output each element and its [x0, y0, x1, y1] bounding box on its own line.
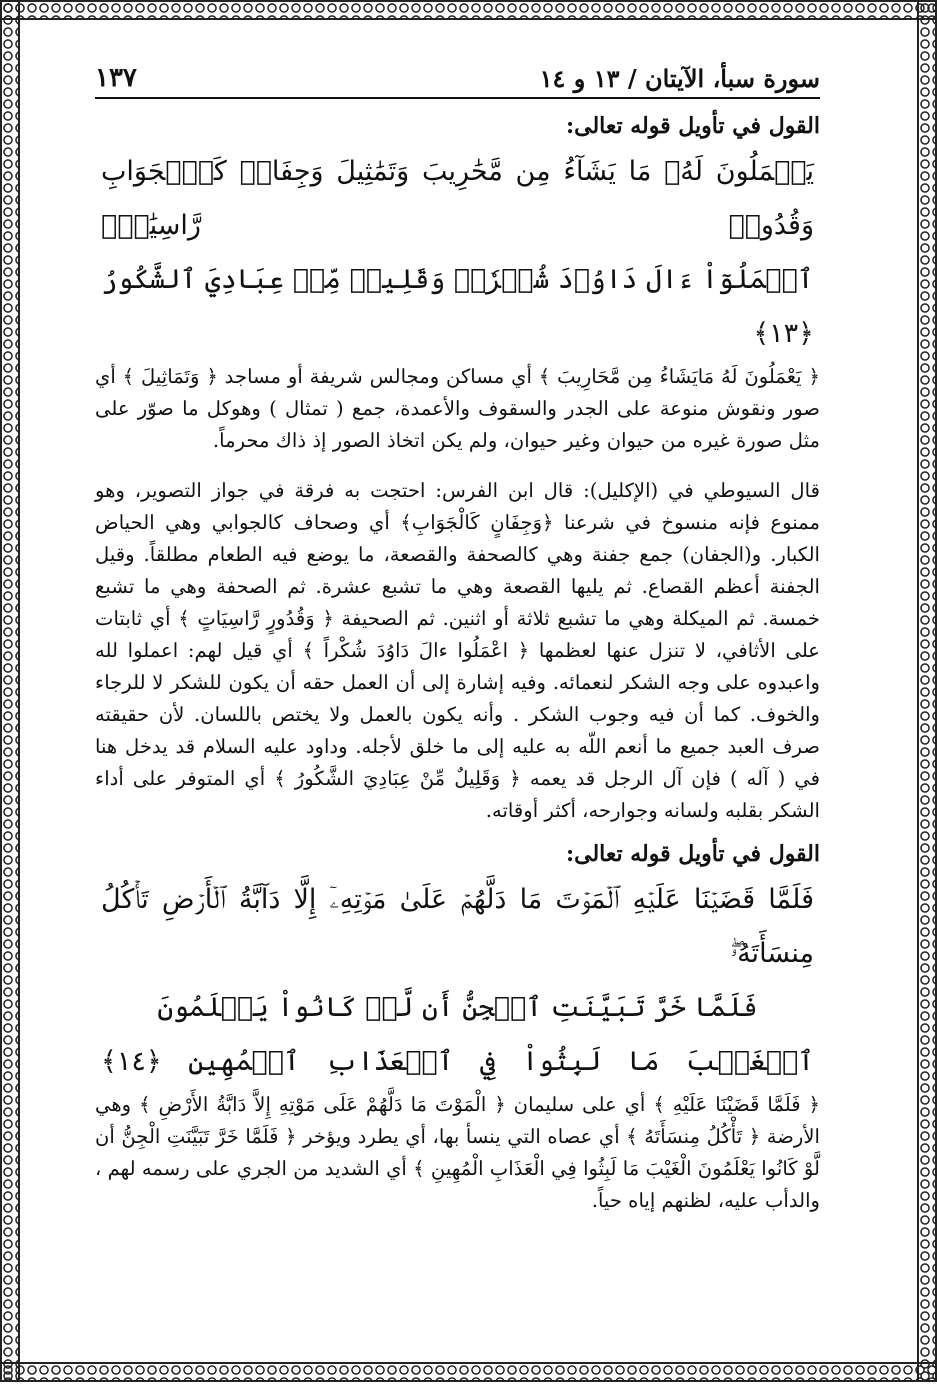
verse-line: فَلَمَّا خَرَّ تَبَيَّنَتِ ٱلۡجِنُّ أَن لَّوۡ كَانُواْ يَعۡلَمُونَ ٱلۡغَيۡبَ مَا لَبِثُواْ فِي ٱلۡعَذَابِ ٱلۡمُهِينِ ﴿١٤﴾ — [101, 992, 814, 1077]
page-number: ١٣٧ — [95, 63, 137, 93]
commentary-paragraph: ﴿ فَلَمَّا قَضَيْنَا عَلَيْهِ ﴾ أي على سليمان ﴿ الْمَوْتَ مَا دَلَّهُمْ عَلَى مَوْتِهِ إِلاَّ دَابَّةُ الأَرْضِ ﴾ وهي الأرضة ﴿ تَأْكُلُ مِنسَأَتَهُ ﴾ أي عصاه التي ينسأ بها، أي يطرد ويؤخر ﴿ فَلَمَّا خَرَّ تَبَيَّنَتِ الْجِنُّ أن لَّوْ كَانُوا يَعْلَمُونَ الْغَيْبَ مَا لَبِثُوا فِي الْعَذَابِ الْمُهِينِ ﴾ أي الشديد من الجري على رسمه لهم ، والدأب عليه، لظنهم إياه حياً. — [95, 1093, 820, 1212]
page-content — [95, 55, 820, 1217]
commentary-paragraph: قال السيوطي في (الإكليل): قال ابن الفرس: احتجت به فرقة في جواز التصوير، وهو ممنوع فإنه منسوخ في شرعنا ﴿وَجِفَانٍ كَالْجَوَابِ﴾ أي وصحاف كالجوابي وهي الحياض الكبار. و(الجفان) جمع جفنة وهي كالصحفة والقصعة، ما يوضع فيه الطعام مطلقاً. وقيل الجفنة أعظم القصاع. ثم يليها القصعة وهي ما تشبع عشرة. ثم الصحفة وهي ما تشبع خمسة. ثم الميكلة وهي ما تشبع ثلاثة أو اثنين. ثم الصحيفة ﴿ وَقُدُورٍ رَّاسِيَاتٍ ﴾ أي ثابتات على الأثافي، لا تنزل عنها لعظمها ﴿ اعْمَلُوا ءالَ دَاوُدَ شُكْراً ﴾ أي قيل لهم: اعملوا لله واعبدوه على وجه الشكر لنعمائه. وفيه إشارة إلى أن العمل حقه أن يكون للشكر لا للرجاء والخوف. كما أن فيه وجوب الشكر . وأنه يكون بالعمل ولا يختص باللسان. لأن حقيقته صرف العبد جميع ما أنعم اللّه به عليه إلى ما خلق لأجله. وداود عليه السلام قد يدخل هنا في ( آله ) فإن آل الرجل قد يعمه ﴿ وَقَلِيلٌ مِّنْ عِبَادِيَ الشَّكُورُ ﴾ أي المتوفر على أداء الشكر بقلبه ولسانه وجوارحه، أكثر أوقاته. — [95, 479, 820, 822]
page-header — [95, 55, 820, 99]
section-heading: القول في تأويل قوله تعالى: — [566, 113, 820, 139]
section-heading: القول في تأويل قوله تعالى: — [566, 841, 820, 867]
quran-verse — [95, 873, 820, 1089]
right-border-ornament — [917, 0, 937, 1382]
commentary-paragraph: ﴿ يَعْمَلُونَ لَهُ مَايَشَاءُ مِن مَّحَارِيبَ ﴾ أي مساكن ومجالس شريفة أو مساجد ﴿ وَتَمَاثِيلَ ﴾ أي صور ونقوش منوعة على الجدر والسقوف والأعمدة، جمع ( تمثال ) وهوكل ما صوّر على مثل صورة غيره من حيوان وغير حيوان، ولم يكن اتخاذ الصور إذ ذاك محرماً. — [95, 365, 820, 452]
verse-line: فَلَمَّا قَضَيۡنَا عَلَيۡهِ ٱلۡمَوۡتَ مَا دَلَّهُمۡ عَلَىٰ مَوۡتِهِۦٓ إِلَّا دَآبَّةُ ٱلۡأَرۡضِ تَأۡكُلُ مِنسَأَتَهُۥۖ — [101, 884, 814, 969]
quran-verse — [95, 145, 820, 361]
left-border-ornament — [0, 0, 20, 1382]
running-title: سورة سبأ، الآيتان / ١٣ و ١٤ — [539, 64, 820, 93]
top-border-ornament — [0, 0, 937, 20]
verse-line: يَعۡمَلُونَ لَهُۥ مَا يَشَآءُ مِن مَّحَٰرِيبَ وَتَمَٰثِيلَ وَجِفَانٖ كَٱلۡجَوَابِ وَقُدُورٖ رَّاسِيَٰتٍۚ — [101, 156, 814, 241]
verse-line: ٱعۡمَلُوٓاْ ءَالَ دَاوُۥدَ شُكۡرٗاۚ وَقَلِيلٞ مِّنۡ عِبَادِيَ ٱلشَّكُورُ ﴿١٣﴾ — [101, 264, 814, 349]
bottom-border-ornament — [0, 1362, 937, 1382]
